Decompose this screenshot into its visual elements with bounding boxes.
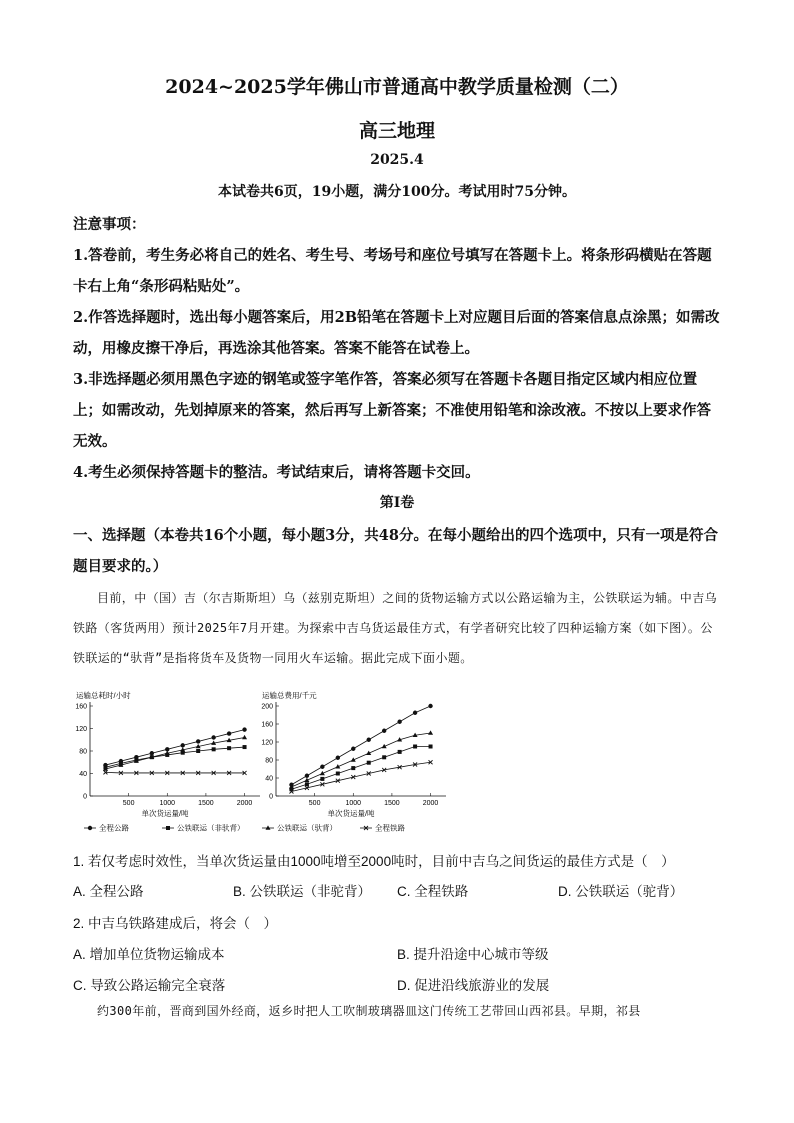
y-tick-label: 120 <box>75 726 87 733</box>
point-circle <box>413 711 417 715</box>
point-circle <box>211 735 215 739</box>
q1-option-a[interactable]: A. 全程公路 <box>73 884 144 899</box>
legend-label: 公铁联运（非驮背） <box>177 823 245 833</box>
y-tick-label: 40 <box>79 771 87 778</box>
point-circle <box>367 738 371 742</box>
series-line <box>105 747 244 767</box>
x-tick-label: 500 <box>308 800 321 807</box>
point-circle <box>336 756 340 760</box>
exam-date: 2025.4 <box>370 152 424 168</box>
q1-option-d[interactable]: D. 公铁联运（驼背） <box>558 884 684 899</box>
point-circle <box>382 729 386 733</box>
point-square <box>398 750 402 754</box>
point-square <box>367 761 371 765</box>
x-axis-label: 单次货运量/吨 <box>141 809 189 818</box>
x-axis-label: 单次货运量/吨 <box>327 809 375 818</box>
subject-title: 高三地理 <box>358 120 435 142</box>
x-tick-label: 1000 <box>159 800 176 807</box>
point-circle <box>196 739 200 743</box>
point-square <box>351 766 355 770</box>
next-intro-paragraph: 约300年前，晋商到国外经商，返乡时把人工吹制玻璃器皿这门传统工艺带回山西祁县。早期，祁县 <box>97 1004 641 1018</box>
note-item: 3.非选择题必须用黑色字迹的钢笔或签字笔作答，答案必须写在答题卡各题目指定区域内相应位置上；如需改动，先划掉原来的答案，然后再写上新答案；不准使用铅笔和涂改液。不按以上要求作答无效。 <box>73 371 711 450</box>
exam-info: 本试卷共6页，19小题，满分100分。考试用时75分钟。 <box>218 184 576 200</box>
note-item: 1.答卷前，考生务必将自己的姓名、考生号、考场号和座位号填写在答题卡上。将条形码横贴在答题卡右上角“条形码粘贴处”。 <box>73 247 712 295</box>
point-circle <box>181 743 185 747</box>
point-square <box>336 772 340 776</box>
section-heading: 一、选择题（本卷共16个小题，每小题3分，共48分。在每小题给出的四个选项中，只有一项是符合题目要求的。） <box>73 527 718 575</box>
point-circle <box>397 720 401 724</box>
point-square <box>382 755 386 759</box>
point-square <box>227 746 231 750</box>
y-tick-label: 200 <box>261 703 273 711</box>
point-circle <box>320 765 324 769</box>
point-square <box>305 782 309 786</box>
legend-label: 全程公路 <box>99 823 129 833</box>
q1-option-b[interactable]: B. 公铁联运（非驼背） <box>233 884 372 899</box>
note-item: 2.作答选择题时，选出每小题答案后，用2B铅笔在答题卡上对应题目后面的答案信息点涂黑；如需改动，用橡皮擦干净后，再选涂其他答案。答案不能答在试卷上。 <box>73 309 720 357</box>
y-axis-label: 运输总费用/千元 <box>262 691 317 700</box>
transport-charts <box>70 688 450 838</box>
q2-option-c[interactable]: C. 导致公路运输完全衰落 <box>73 978 226 993</box>
series-line <box>291 733 430 787</box>
q2-option-b[interactable]: B. 提升沿途中心城市等级 <box>397 947 549 962</box>
series-line <box>291 747 430 790</box>
x-tick-label: 500 <box>122 800 135 807</box>
note-item: 4.考生必须保持答题卡的整洁。考试结束后，请将答题卡交回。 <box>73 464 480 481</box>
point-square <box>243 745 247 749</box>
point-square <box>166 826 170 830</box>
legend-label: 公铁联运（驮背） <box>277 823 337 833</box>
point-circle <box>305 774 309 778</box>
series-line <box>105 772 244 773</box>
chart-legend <box>84 823 405 833</box>
x-tick-label: 1500 <box>198 800 214 807</box>
y-tick-label: 40 <box>265 775 273 783</box>
y-tick-label: 0 <box>83 793 87 801</box>
point-circle <box>227 731 231 735</box>
series-line <box>105 738 244 770</box>
y-tick-label: 120 <box>261 739 273 747</box>
point-square <box>196 749 200 753</box>
notes-heading: 注意事项： <box>73 216 146 233</box>
x-tick-label: 2000 <box>236 800 253 807</box>
point-circle <box>242 727 246 731</box>
point-square <box>429 745 433 749</box>
q2-option-a[interactable]: A. 增加单位货物运输成本 <box>73 947 225 962</box>
y-tick-label: 80 <box>265 757 273 765</box>
legend-label: 全程铁路 <box>375 823 405 833</box>
x-tick-label: 1000 <box>345 800 362 807</box>
point-square <box>212 747 216 751</box>
point-triangle <box>242 735 247 739</box>
x-tick-label: 1500 <box>384 800 400 807</box>
series-line <box>105 730 244 765</box>
point-circle <box>351 747 355 751</box>
chart-time <box>75 690 260 818</box>
chart-cost <box>261 690 446 818</box>
point-square <box>413 745 417 749</box>
exam-title: 2024~2025学年佛山市普通高中教学质量检测（二） <box>165 76 629 98</box>
point-square <box>320 777 324 781</box>
series-line <box>291 706 430 785</box>
y-tick-label: 0 <box>269 793 273 801</box>
point-triangle <box>428 730 433 734</box>
point-circle <box>428 704 432 708</box>
question-2: 2. 中吉乌铁路建成后，将会（ ） <box>73 916 278 931</box>
x-tick-label: 2000 <box>422 800 439 807</box>
y-axis-label: 运输总耗时/小时 <box>76 691 131 700</box>
q2-option-d[interactable]: D. 促进沿线旅游业的发展 <box>397 978 550 993</box>
volume-label: 第I卷 <box>379 495 415 511</box>
series-line <box>291 762 430 791</box>
q1-option-c[interactable]: C. 全程铁路 <box>397 884 469 899</box>
y-tick-label: 80 <box>79 748 87 756</box>
question-1: 1. 若仅考虑时效性，当单次货运量由1000吨增至2000吨时，目前中吉乌之间货运的最佳方式是（ ） <box>73 854 675 869</box>
y-tick-label: 160 <box>75 703 87 711</box>
y-tick-label: 160 <box>261 721 273 729</box>
intro-paragraph: 目前，中（国）吉（尔吉斯斯坦）乌（兹别克斯坦）之间的货物运输方式以公路运输为主，公铁联运为辅。中吉乌铁路（客货两用）预计2025年7月开建。为探索中吉乌货运最佳方式，有学者研究比较了四种运输方案（如下图）。公铁联运的“驮背”是指将货车及货物一同用火车运输。据此完成下面小题。 <box>73 591 718 665</box>
point-triangle <box>266 825 271 829</box>
point-circle <box>88 826 92 830</box>
